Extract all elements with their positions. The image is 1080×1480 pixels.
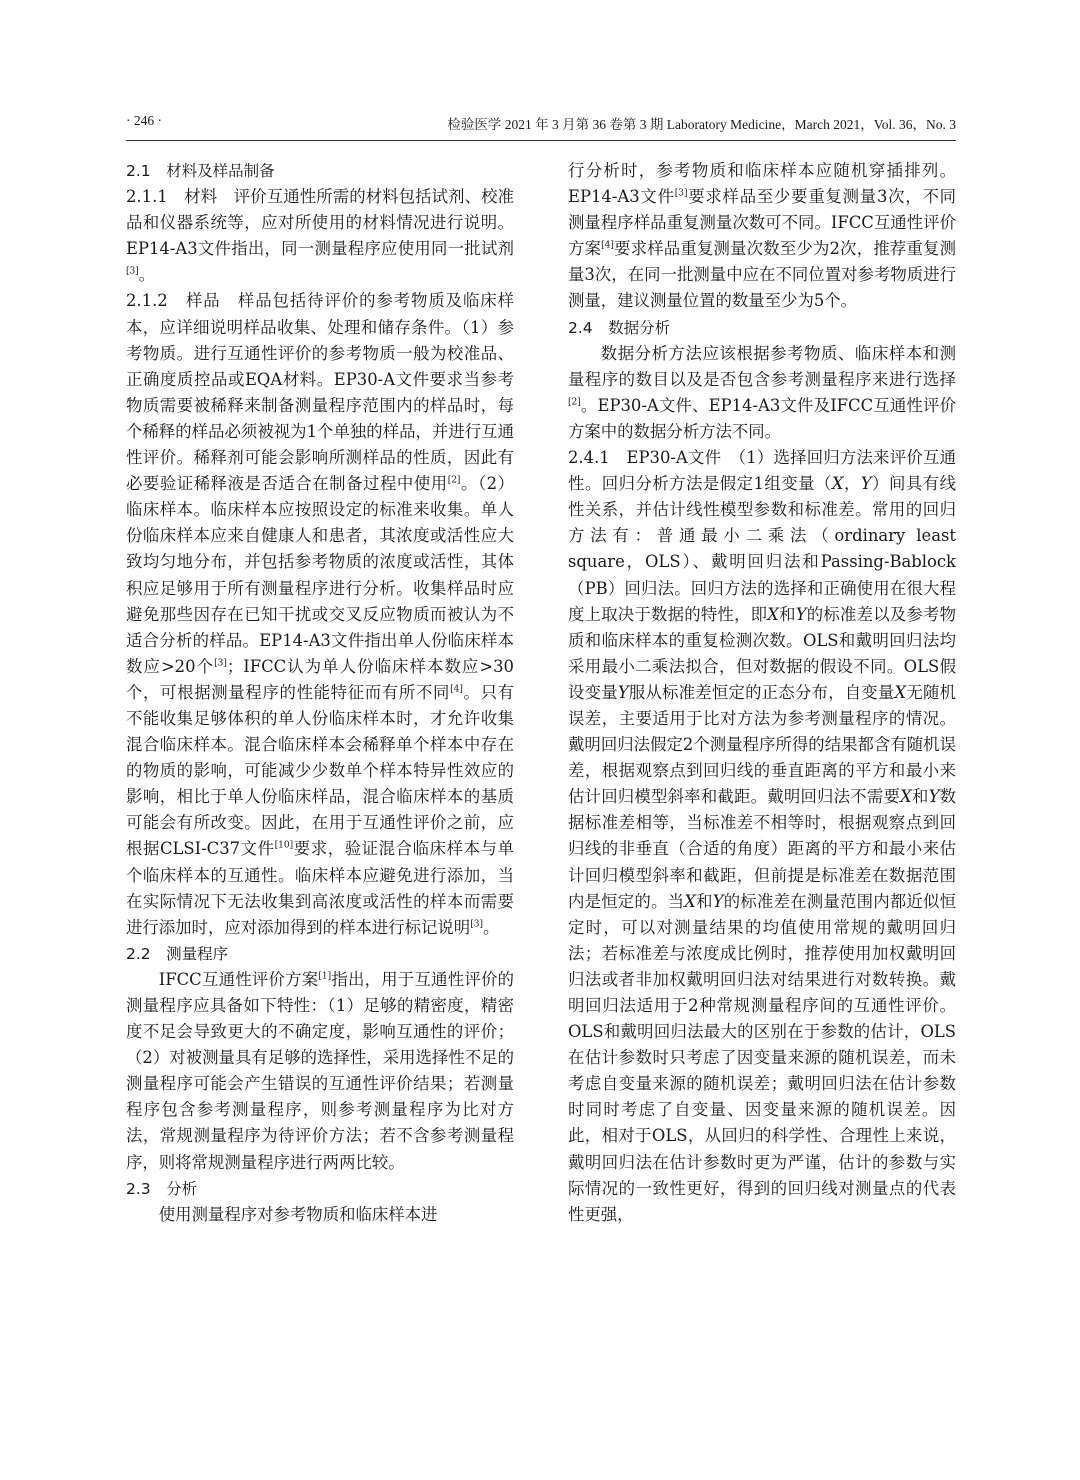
section-heading-2-3: 2.3 分析 [126, 1179, 198, 1198]
left-column [126, 158, 514, 1228]
citation[interactable]: [3] [470, 919, 483, 930]
section-heading-2-4: 2.4 数据分析 [568, 318, 671, 337]
citation[interactable]: [4] [450, 684, 463, 695]
paragraph-2-1-2: 2.1.2 样品 样品包括待评价的参考物质及临床样本，应详细说明样品收集、处理和储存条件。（1）参考物质。进行互通性评价的参考物质一般为校准品、正确度质控品或EQA材料。EP30-A文件要求当参考物质需要被稀释来制备测量程序范围内的样品时，每个稀释的样品必须被视为1个单独的样品，并进行互通性评价。稀释剂可能会影响所测样品的性质，因此有必要验证稀释液是否适合在制备过程中使用[2]。（2）临床样本。临床样本应按照设定的标准来收集。单人份临床样本应来自健康人和患者，其浓度或活性应大致均匀地分布，并包括参考物质的浓度或活性，其体积应足够用于所有测量程序进行分析。收集样品时应避免那些因存在已知干扰或交叉反应物质而被认为不适合分析的样品。EP14-A3文件指出单人份临床样本数应>20个[3]；IFCC认为单人份临床样本数应>30个，可根据测量程序的性能特征而有所不同[4]。只有不能收集足够体积的单人份临床样本时，才允许收集混合临床样本。混合临床样本会稀释单个样本中存在的物质的影响，可能减少少数单个样本特异性效应的影响，相比于单人份临床样品，混合临床样本的基质可能会有所改变。因此，在用于互通性评价之前，应根据CLSI-C37文件[10]要求，验证混合临床样本与单个临床样本的互通性。临床样本应避免进行添加，当在实际情况下无法收集到高浓度或活性的样本而需要进行添加时，应对添加得到的样本进行标记说明[3]。 [126, 291, 515, 937]
citation[interactable]: [4] [601, 240, 614, 251]
var-y: Y [860, 474, 872, 494]
paragraph-2-2: IFCC互通性评价方案[1]指出，用于互通性评价的测量程序应具备如下特性：（1）足够的精密度，精密度不足会导致更大的不确定度，影响互通性的评价；（2）对被测量具有足够的选择性，采用选择性不足的测量程序可能会产生错误的互通性评价结果；若测量程序包含参考测量程序，则参考测量程序为比对方法，常规测量程序为待评价方法；若不含参考测量程序，则将常规测量程序进行两两比较。 [126, 969, 515, 1172]
var-x: X [831, 474, 844, 494]
right-column [568, 158, 956, 1228]
running-header [126, 113, 956, 135]
paragraph-2-4-1: 2.4.1 EP30-A文件 （1）选择回归方法来评价互通性。回归分析方法是假定1组变量（X，Y）间具有线性关系，并估计线性模型参数和标准差。常用的回归方法有：普通最小二乘法（ordinary least square，OLS）、戴明回归法和Passing-Bablock（PB）回归法。回归方法的选择和正确使用在很大程度上取决于数据的特性，即X和Y的标准差以及参考物质和临床样本的重复检测次数。OLS和戴明回归法均采用最小二乘法拟合，但对数据的假设不同。OLS假设变量Y服从标准差恒定的正态分布，自变量X无随机误差，主要适用于比对方法为参考测量程序的情况。戴明回归法假定2个测量程序所得的结果都含有随机误差，根据观察点到回归线的垂直距离的平方和最小来估计回归模型斜率和截距。戴明回归法不需要X和Y数据标准差相等，当标准差不相等时，根据观察点到回归线的非垂直（合适的角度）距离的平方和最小来估计回归模型斜率和截距，但前提是标准差在数据范围内是恒定的。当X和Y的标准差在测量范围内都近似恒定时，可以对测量结果的均值使用常规的戴明回归法；若标准差与浓度成比例时，推荐使用加权戴明回归法或者非加权戴明回归法对结果进行对数转换。戴明回归法适用于2种常规测量程序间的互通性评价。OLS和戴明回归法最大的区别在于参数的估计，OLS在估计参数时只考虑了因变量来源的随机误差，而未考虑自变量来源的随机误差；戴明回归法在估计参数时同时考虑了自变量、因变量来源的随机误差。因此，相对于OLS，从回归的科学性、合理性上来说，戴明回归法在估计参数时更为严谨，估计的参数与实际情况的一致性更好，得到的回归线对测量点的代表性更强， [568, 448, 957, 1224]
citation[interactable]: [3] [214, 658, 227, 669]
paragraph-2-1-1: 2.1.1 材料 评价互通性所需的材料包括试剂、校准品和仪器系统等，应对所使用的材料情况进行说明。EP14-A3文件指出，同一测量程序应使用同一批试剂[3]。 [126, 187, 514, 285]
citation[interactable]: [10] [274, 840, 294, 851]
section-heading-2-2: 2.2 测量程序 [126, 944, 229, 963]
header-rule [126, 140, 956, 141]
citation[interactable]: [1] [318, 971, 332, 982]
page-number: · 246 · [126, 113, 162, 128]
citation[interactable]: [2] [568, 397, 581, 408]
citation[interactable]: [3] [674, 188, 688, 199]
citation[interactable]: [2] [447, 475, 461, 486]
paragraph-2-3-cont: 行分析时，参考物质和临床样本应随机穿插排列。EP14-A3文件[3]要求样品至少要重复测量3次，不同测量程序样品重复测量次数可不同。IFCC互通性评价方案[4]要求样品重复测量次数至少为2次，推荐重复测量3次，在同一批测量中应在不同位置对参考物质进行测量，建议测量位置的数量至少为5个。 [568, 161, 956, 311]
citation[interactable]: [3] [126, 266, 139, 277]
section-heading-2-1: 2.1 材料及样品制备 [126, 162, 275, 180]
paragraph-2-3-start: 使用测量程序对参考物质和临床样本进 [158, 1204, 438, 1224]
journal-info: 检验医学 2021 年 3 月第 36 卷第 3 期 Laboratory Medicine，March 2021，Vol. 36，No. 3 [447, 117, 956, 132]
paragraph-2-4: 数据分析方法应该根据参考物质、临床样本和测量程序的数目以及是否包含参考测量程序来进行选择[2]。EP30-A文件、EP14-A3文件及IFCC互通性评价方案中的数据分析方法不同。 [568, 343, 956, 441]
